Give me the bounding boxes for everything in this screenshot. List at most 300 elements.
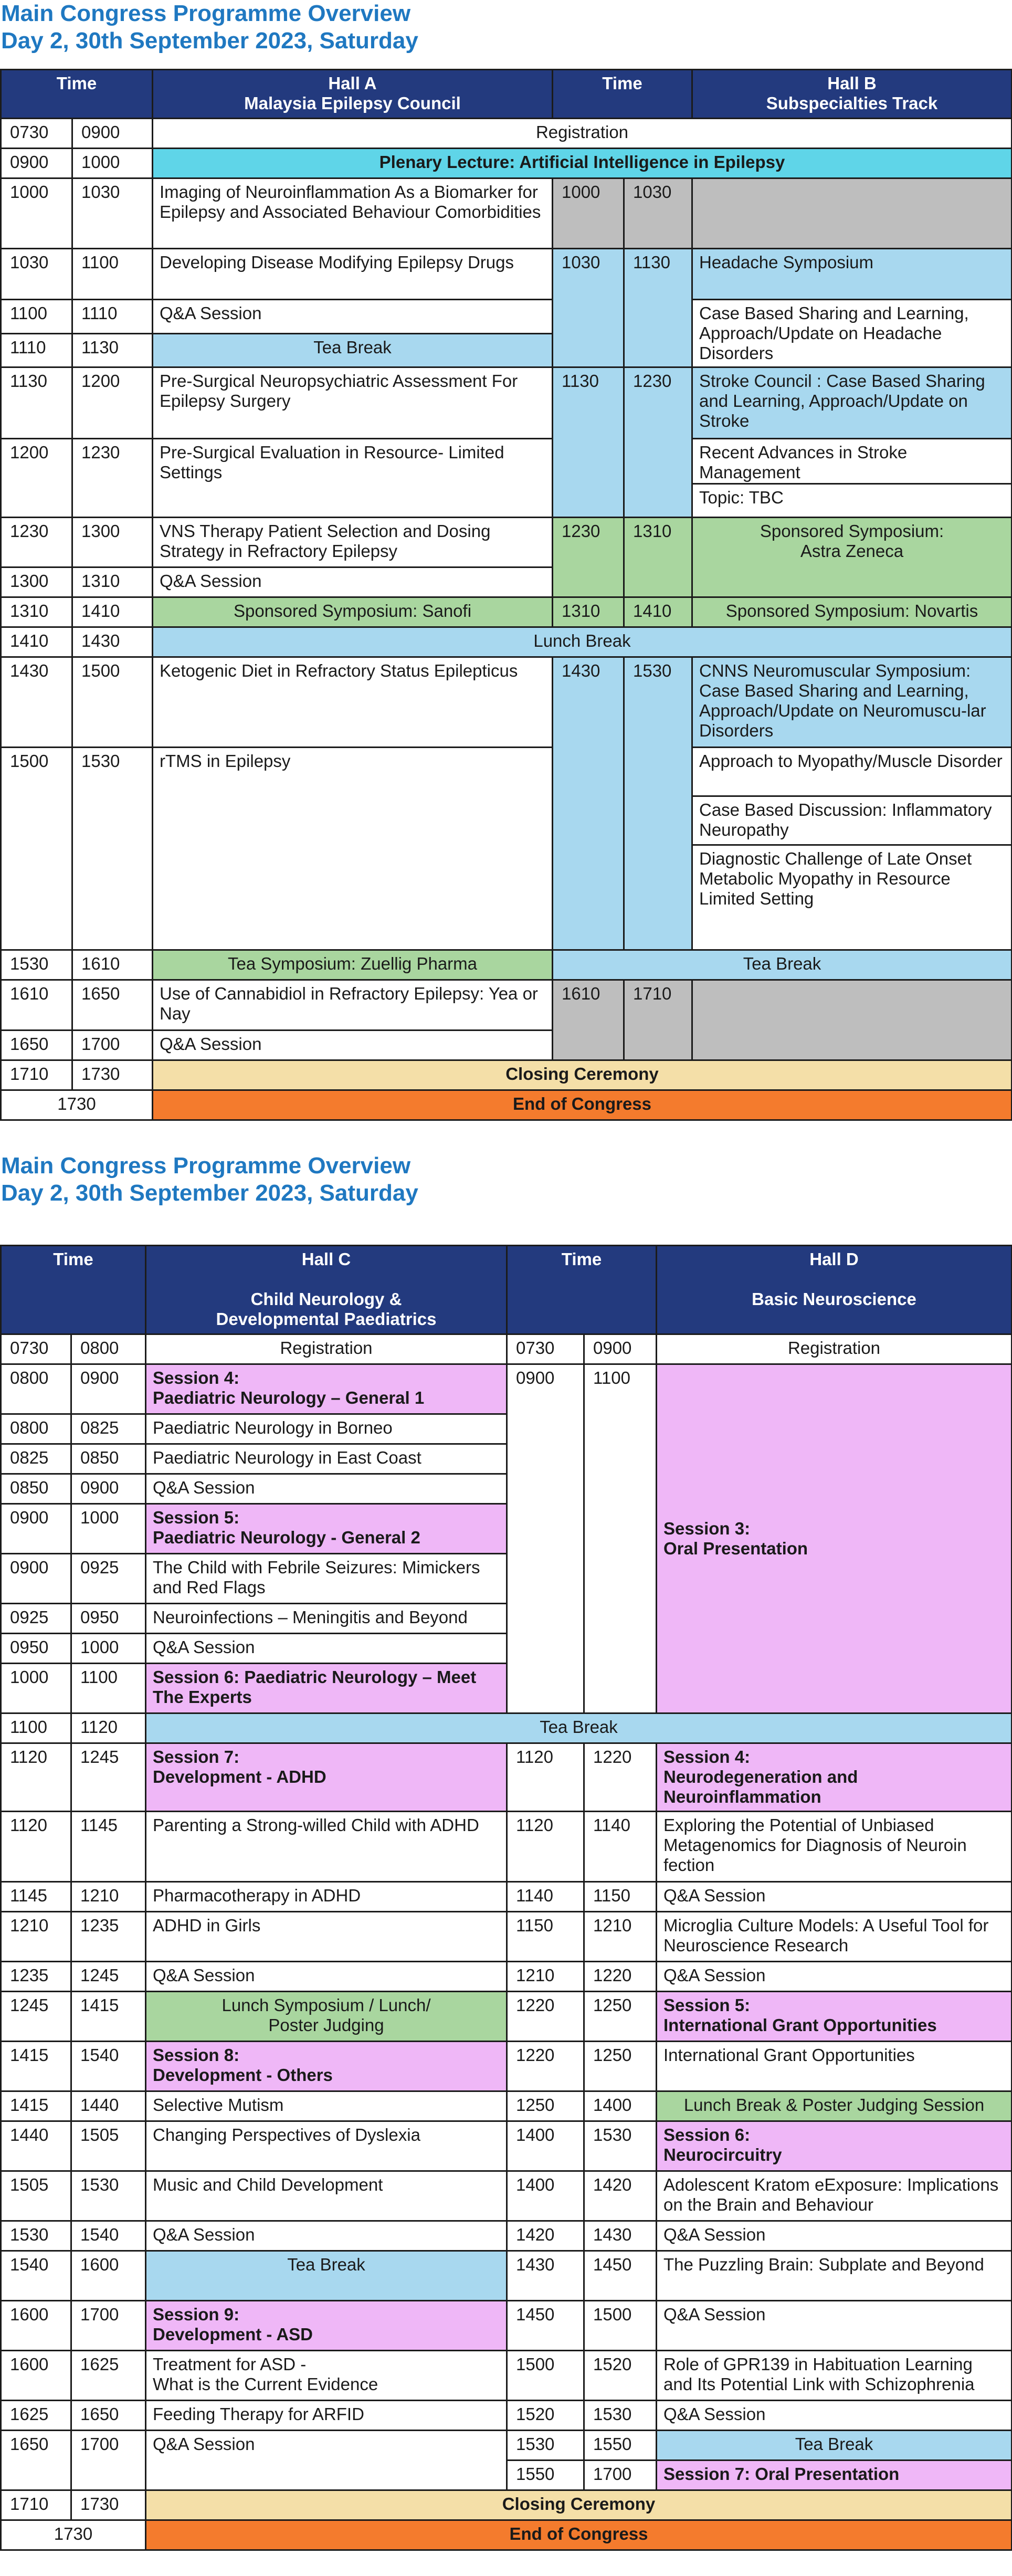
hall-d-end-time: 1450 (584, 2251, 657, 2301)
start-time: 1730 (1, 1090, 153, 1120)
end-time: 1000 (72, 149, 153, 178)
table-row (1, 1060, 1012, 1090)
table-row (1, 178, 1012, 249)
hall-b-session-group (692, 748, 1012, 950)
hall-d-start-time: 1450 (507, 2301, 584, 2351)
session-label: Session 8: (153, 2045, 240, 2065)
table-row (1, 1334, 1012, 1364)
hall-d-end-time: 1220 (584, 1743, 657, 1812)
end-time: 0950 (71, 1604, 146, 1634)
hall-b-start-time: 1000 (553, 178, 624, 249)
hall-d-end-time: 1700 (584, 2461, 657, 2490)
end-time: 1410 (72, 597, 153, 627)
hall-d-session: The Puzzling Brain: Subplate and Beyond (657, 2251, 1012, 2301)
hall-d-end-time: 1100 (584, 1364, 657, 1713)
table-row (1, 439, 1012, 518)
end-time: 1600 (71, 2251, 146, 2301)
hall-b-end-time: 1410 (624, 597, 692, 627)
hall-a-session: Ketogenic Diet in Refractory Status Epilepticus (153, 657, 553, 748)
table-row (1, 1882, 1012, 1912)
end-time: 1145 (71, 1812, 146, 1882)
hall-d-start-time: 1250 (507, 2091, 584, 2121)
hall-c-session: ADHD in Girls (146, 1912, 507, 1962)
table-row (1, 2091, 1012, 2121)
session-title: International Grant Opportunities (663, 2015, 937, 2035)
hall-d-session: Q&A Session (657, 1882, 1012, 1912)
hall-d-session: Role of GPR139 in Habituation Learning and Its Potential Link with Schizophrenia (657, 2351, 1012, 2401)
end-time: 1505 (71, 2121, 146, 2171)
start-time: 1440 (1, 2121, 71, 2171)
hall-b-start-time: 1030 (553, 249, 624, 367)
end-time: 1730 (72, 1060, 153, 1090)
start-time: 1415 (1, 2091, 71, 2121)
end-time: 1530 (72, 748, 153, 950)
start-time: 1530 (1, 950, 72, 980)
sponsored-symposium-sanofi: Sponsored Symposium: Sanofi (153, 597, 553, 627)
start-time: 1625 (1, 2401, 71, 2431)
start-time: 1000 (1, 1664, 71, 1713)
hall-d-start-time: 1530 (507, 2431, 584, 2461)
hall-d-start-time: 1210 (507, 1962, 584, 1992)
end-time: 1700 (71, 2301, 146, 2351)
session-title: Neurocircuitry (663, 2145, 782, 2164)
end-time: 0850 (71, 1444, 146, 1474)
end-time: 1430 (72, 627, 153, 657)
table-row (1, 2351, 1012, 2401)
hall-d-start-time: 1220 (507, 2042, 584, 2091)
start-time: 1650 (1, 2431, 71, 2490)
hall-b-session: Case Based Discussion: Inflammatory Neuropathy (693, 797, 1011, 846)
hall-d-end-time: 1520 (584, 2351, 657, 2401)
table-row (1, 249, 1012, 300)
start-time: 1610 (1, 980, 72, 1031)
table-row (1, 1090, 1012, 1120)
start-time: 1540 (1, 2251, 71, 2301)
hall-d-track: Basic Neuroscience (752, 1289, 916, 1309)
session-6-header: Session 6: Paediatric Neurology – Meet The Experts (146, 1664, 507, 1713)
hall-b-end-time: 1030 (624, 178, 692, 249)
start-time: 1100 (1, 300, 72, 334)
closing-ceremony-cell: Closing Ceremony (146, 2490, 1012, 2520)
start-time: 0800 (1, 1364, 71, 1414)
hall-a-session: VNS Therapy Patient Selection and Dosing Strategy in Refractory Epilepsy (153, 518, 553, 567)
hall-b-end-time: 1130 (624, 249, 692, 367)
table-row (1, 950, 1012, 980)
start-time: 0800 (1, 1414, 71, 1444)
sheet-1-title (1, 0, 418, 55)
table-row (1, 367, 1012, 439)
hall-b-empty-slot (692, 980, 1012, 1060)
hall-d-name: Hall D (809, 1249, 859, 1269)
headache-symposium: Headache Symposium (692, 249, 1012, 300)
end-time: 0900 (71, 1474, 146, 1504)
hall-b-session: Case Based Sharing and Learning, Approach/Update on Headache Disorders (692, 300, 1012, 367)
hall-c-session: Music and Child Development (146, 2171, 507, 2221)
hall-d-end-time: 1210 (584, 1912, 657, 1962)
table-row (1, 1992, 1012, 2042)
hall-d-session: Q&A Session (657, 2221, 1012, 2251)
end-time: 0800 (71, 1334, 146, 1364)
hall-d-session: Q&A Session (657, 2301, 1012, 2351)
hall-d-session-7: Session 7: Oral Presentation (657, 2461, 1012, 2490)
start-time: 1110 (1, 333, 72, 367)
session-title: Paediatric Neurology – General 1 (153, 1388, 425, 1407)
hall-b-empty-slot (692, 178, 1012, 249)
hall-c-session: Feeding Therapy for ARFID (146, 2401, 507, 2431)
hall-d-end-time: 1500 (584, 2301, 657, 2351)
programme-sheet-2 (0, 1152, 1012, 2576)
start-time: 0925 (1, 1604, 71, 1634)
hall-d-end-time: 1400 (584, 2091, 657, 2121)
end-time: 1625 (71, 2351, 146, 2401)
hall-d-end-time: 1140 (584, 1812, 657, 1882)
tea-break-cell: Tea Break (153, 333, 553, 367)
time-header: Time (1, 70, 153, 119)
table-header-row (1, 1246, 1012, 1334)
hall-c-name: Hall C (301, 1249, 351, 1269)
start-time: 1120 (1, 1812, 71, 1882)
hall-d-start-time: 1400 (507, 2121, 584, 2171)
table-row (1, 2121, 1012, 2171)
hall-d-start-time: 1120 (507, 1743, 584, 1812)
end-time: 1700 (72, 1031, 153, 1060)
hall-c-track-line2: Developmental Paediatrics (216, 1309, 437, 1329)
hall-d-end-time: 1430 (584, 2221, 657, 2251)
hall-d-registration: Registration (657, 1334, 1012, 1364)
hall-b-start-time: 1610 (553, 980, 624, 1060)
plenary-lecture-cell: Plenary Lecture: Artificial Intelligence in Epilepsy (153, 149, 1012, 178)
table-row (1, 1713, 1012, 1743)
session-title: Paediatric Neurology - General 2 (153, 1528, 420, 1547)
end-time: 1100 (72, 249, 153, 300)
hall-d-start-time: 1550 (507, 2461, 584, 2490)
start-time: 1650 (1, 1031, 72, 1060)
hall-c-session: Pharmacotherapy in ADHD (146, 1882, 507, 1912)
hall-c-session: Selective Mutism (146, 2091, 507, 2121)
session-label: Session 4: (153, 1368, 240, 1387)
end-time: 1610 (72, 950, 153, 980)
hall-ab-schedule-table (0, 69, 1012, 1121)
lunch-break-poster-judging-cell: Lunch Break & Poster Judging Session (657, 2091, 1012, 2121)
hall-b-end-time: 1310 (624, 518, 692, 597)
start-time: 1410 (1, 627, 72, 657)
hall-d-start-time: 0900 (507, 1364, 584, 1713)
table-row (1, 2301, 1012, 2351)
end-time: 1650 (71, 2401, 146, 2431)
hall-c-session: Q&A Session (146, 1474, 507, 1504)
session-title: Oral Presentation (663, 1539, 808, 1558)
hall-a-session: Q&A Session (153, 567, 553, 597)
closing-ceremony-cell: Closing Ceremony (153, 1060, 1012, 1090)
start-time: 0850 (1, 1474, 71, 1504)
hall-a-session: Q&A Session (153, 1031, 553, 1060)
table-row (1, 2221, 1012, 2251)
start-time: 1200 (1, 439, 72, 518)
symposium-sponsor: Astra Zeneca (800, 541, 904, 561)
hall-b-end-time: 1530 (624, 657, 692, 950)
session-label: Session 9: (153, 2305, 240, 2324)
hall-a-session: Pre-Surgical Evaluation in Resource- Limited Settings (153, 439, 553, 518)
session-title-line2: What is the Current Evidence (153, 2374, 378, 2394)
hall-d-start-time: 1120 (507, 1812, 584, 1882)
hall-d-session-5 (657, 1992, 1012, 2042)
hall-a-session: Q&A Session (153, 300, 553, 334)
start-time: 1505 (1, 2171, 71, 2221)
registration-cell: Registration (153, 119, 1012, 149)
table-row (1, 2251, 1012, 2301)
lunch-symposium-cell (146, 1992, 507, 2042)
lunch-symposium-line1: Lunch Symposium / Lunch/ (222, 1995, 431, 2015)
time-header: Time (1, 1246, 146, 1334)
hall-b-start-time: 1310 (553, 597, 624, 627)
hall-b-header (692, 70, 1012, 119)
session-4-header (146, 1364, 507, 1414)
sheet-2-title (1, 1152, 418, 1207)
table-row (1, 1812, 1012, 1882)
start-time: 1245 (1, 1992, 71, 2042)
table-row (1, 2490, 1012, 2520)
start-time: 1145 (1, 1882, 71, 1912)
session-title: Neurodegeneration and Neuroinflammation (663, 1767, 858, 1806)
hall-d-session-4 (657, 1743, 1012, 1812)
session-title: Development - ASD (153, 2325, 313, 2344)
hall-c-session: Neuroinfections – Meningitis and Beyond (146, 1604, 507, 1634)
session-title: Development - ADHD (153, 1767, 326, 1786)
stroke-council-session: Stroke Council : Case Based Sharing and Learning, Approach/Update on Stroke (692, 367, 1012, 439)
session-label: Session 6: (663, 2125, 751, 2144)
end-time: 0900 (71, 1364, 146, 1414)
start-time: 1235 (1, 1962, 71, 1992)
hall-c-session (146, 2351, 507, 2401)
table-row (1, 149, 1012, 178)
session-label: Session 3: (663, 1519, 751, 1538)
hall-d-session: International Grant Opportunities (657, 2042, 1012, 2091)
hall-a-name: Hall A (328, 73, 377, 93)
start-time: 1710 (1, 2490, 71, 2520)
end-time: 1310 (72, 567, 153, 597)
lunch-symposium-line2: Poster Judging (268, 2015, 384, 2035)
session-7-header (146, 1743, 507, 1812)
end-time: 1030 (72, 178, 153, 249)
hall-b-session-pair (692, 439, 1012, 518)
start-time: 0730 (1, 119, 72, 149)
hall-c-session: Paediatric Neurology in East Coast (146, 1444, 507, 1474)
start-time: 0950 (1, 1634, 71, 1664)
end-time: 1110 (72, 300, 153, 334)
table-row (1, 1912, 1012, 1962)
tea-symposium-cell: Tea Symposium: Zuellig Pharma (153, 950, 553, 980)
hall-d-end-time: 1250 (584, 2042, 657, 2091)
end-time: 1120 (71, 1713, 146, 1743)
hall-c-session: Q&A Session (146, 1634, 507, 1664)
table-row (1, 2520, 1012, 2550)
hall-d-session: Q&A Session (657, 1962, 1012, 1992)
hall-b-start-time: 1230 (553, 518, 624, 597)
table-row (1, 2401, 1012, 2431)
time-b-header: Time (553, 70, 692, 119)
hall-b-start-time: 1430 (553, 657, 624, 950)
end-time: 1210 (71, 1882, 146, 1912)
hall-d-start-time: 1500 (507, 2351, 584, 2401)
start-time: 1730 (1, 2520, 146, 2550)
table-row (1, 518, 1012, 567)
end-time: 1000 (71, 1504, 146, 1554)
hall-b-name: Hall B (827, 73, 877, 93)
hall-d-end-time: 1250 (584, 1992, 657, 2042)
hall-b-session: Diagnostic Challenge of Late Onset Metabolic Myopathy in Resource Limited Setting (699, 849, 972, 908)
table-row (1, 980, 1012, 1031)
hall-c-session: Parenting a Strong-willed Child with ADHD (146, 1812, 507, 1882)
hall-d-end-time: 1530 (584, 2121, 657, 2171)
hall-c-session: Q&A Session (146, 2431, 507, 2490)
hall-c-session: Q&A Session (146, 1962, 507, 1992)
end-time: 1200 (72, 367, 153, 439)
end-time: 1440 (71, 2091, 146, 2121)
table-row (1, 1364, 1012, 1414)
end-time: 1540 (71, 2042, 146, 2091)
start-time: 0730 (1, 1334, 71, 1364)
start-time: 1430 (1, 657, 72, 748)
session-label: Session 4: (663, 1747, 751, 1767)
table-row (1, 1962, 1012, 1992)
start-time: 1300 (1, 567, 72, 597)
session-label: Session 5: (663, 1995, 751, 2015)
session-8-header (146, 2042, 507, 2091)
hall-d-start-time: 1520 (507, 2401, 584, 2431)
tea-break-cell: Tea Break (553, 950, 1012, 980)
table-header-row (1, 70, 1012, 119)
start-time: 1000 (1, 178, 72, 249)
end-time: 1415 (71, 1992, 146, 2042)
end-time: 0825 (71, 1414, 146, 1444)
session-5-header (146, 1504, 507, 1554)
hall-d-start-time: 1400 (507, 2171, 584, 2221)
hall-d-start-time: 1140 (507, 1882, 584, 1912)
table-row (1, 627, 1012, 657)
start-time: 1210 (1, 1912, 71, 1962)
hall-d-session: Exploring the Potential of Unbiased Metagenomics for Diagnosis of Neuroin fection (657, 1812, 1012, 1882)
hall-c-header (146, 1246, 507, 1334)
programme-sheet-1 (0, 0, 1012, 1113)
sponsored-symposium-novartis: Sponsored Symposium: Novartis (692, 597, 1012, 627)
hall-d-session: Microglia Culture Models: A Useful Tool for Neuroscience Research (657, 1912, 1012, 1962)
hall-d-header (657, 1246, 1012, 1334)
tea-break-cell: Tea Break (657, 2431, 1012, 2461)
hall-d-session: Q&A Session (657, 2401, 1012, 2431)
hall-b-end-time: 1230 (624, 367, 692, 518)
session-title: Development - Others (153, 2065, 333, 2085)
symposium-label: Sponsored Symposium: (760, 521, 944, 541)
sheet-1-title-line1: Main Congress Programme Overview (1, 1, 411, 26)
end-time: 1245 (71, 1743, 146, 1812)
hall-d-session-6 (657, 2121, 1012, 2171)
session-9-header (146, 2301, 507, 2351)
time-d-header: Time (507, 1246, 657, 1334)
sheet-2-title-line1: Main Congress Programme Overview (1, 1153, 411, 1179)
hall-b-session: Approach to Myopathy/Muscle Disorder (693, 748, 1011, 797)
hall-c-session: Paediatric Neurology in Borneo (146, 1414, 507, 1444)
start-time: 1310 (1, 597, 72, 627)
table-row (1, 597, 1012, 627)
hall-a-header (153, 70, 553, 119)
cnns-neuromuscular-symposium: CNNS Neuromuscular Symposium: Case Based Sharing and Learning, Approach/Update on Neuromuscu-lar Disorders (692, 657, 1012, 748)
table-row (1, 300, 1012, 334)
end-time: 0900 (72, 119, 153, 149)
end-time: 1530 (71, 2171, 146, 2221)
hall-d-start-time: 1420 (507, 2221, 584, 2251)
hall-c-registration: Registration (146, 1334, 507, 1364)
end-time: 1730 (71, 2490, 146, 2520)
start-time: 0900 (1, 1504, 71, 1554)
session-label: Session 7: (153, 1747, 240, 1767)
hall-d-end-time: 0900 (584, 1334, 657, 1364)
end-time: 1000 (71, 1634, 146, 1664)
hall-d-end-time: 1530 (584, 2401, 657, 2431)
end-time: 1230 (72, 439, 153, 518)
start-time: 0825 (1, 1444, 71, 1474)
start-time: 0900 (1, 149, 72, 178)
hall-cd-schedule-table (0, 1245, 1012, 2551)
hall-a-track: Malaysia Epilepsy Council (244, 93, 461, 113)
hall-a-session: Imaging of Neuroinflammation As a Biomarker for Epilepsy and Associated Behaviour Comorbidities (153, 178, 553, 249)
table-row (1, 657, 1012, 748)
hall-a-session: Developing Disease Modifying Epilepsy Drugs (153, 249, 553, 300)
hall-d-end-time: 1550 (584, 2431, 657, 2461)
start-time: 1530 (1, 2221, 71, 2251)
hall-a-session: Use of Cannabidiol in Refractory Epilepsy: Yea or Nay (153, 980, 553, 1031)
hall-a-session: Pre-Surgical Neuropsychiatric Assessment For Epilepsy Surgery (153, 367, 553, 439)
start-time: 1415 (1, 2042, 71, 2091)
hall-c-session: The Child with Febrile Seizures: Mimickers and Red Flags (146, 1554, 507, 1604)
tea-break-cell: Tea Break (146, 1713, 1012, 1743)
hall-c-session: Q&A Session (146, 2221, 507, 2251)
start-time: 1600 (1, 2301, 71, 2351)
table-row (1, 2042, 1012, 2091)
hall-d-start-time: 1150 (507, 1912, 584, 1962)
start-time: 1100 (1, 1713, 71, 1743)
end-of-congress-cell: End of Congress (146, 2520, 1012, 2550)
hall-d-end-time: 1220 (584, 1962, 657, 1992)
hall-a-session: rTMS in Epilepsy (153, 748, 553, 950)
hall-d-start-time: 0730 (507, 1334, 584, 1364)
end-of-congress-cell: End of Congress (153, 1090, 1012, 1120)
table-row (1, 748, 1012, 950)
start-time: 1030 (1, 249, 72, 300)
sheet-1-title-line2: Day 2, 30th September 2023, Saturday (1, 28, 418, 54)
end-time: 1100 (71, 1664, 146, 1713)
sponsored-symposium-astrazeneca (692, 518, 1012, 597)
start-time: 1230 (1, 518, 72, 567)
table-row (1, 2171, 1012, 2221)
hall-b-end-time: 1710 (624, 980, 692, 1060)
hall-b-session: Recent Advances in Stroke Management (693, 439, 1011, 485)
end-time: 0925 (71, 1554, 146, 1604)
hall-d-start-time: 1220 (507, 1992, 584, 2042)
start-time: 1500 (1, 748, 72, 950)
end-time: 1235 (71, 1912, 146, 1962)
hall-d-end-time: 1150 (584, 1882, 657, 1912)
hall-d-session-3 (657, 1364, 1012, 1713)
start-time: 1600 (1, 2351, 71, 2401)
start-time: 1710 (1, 1060, 72, 1090)
hall-d-end-time: 1420 (584, 2171, 657, 2221)
end-time: 1540 (71, 2221, 146, 2251)
session-label: Session 5: (153, 1508, 240, 1527)
hall-c-session: Changing Perspectives of Dyslexia (146, 2121, 507, 2171)
start-time: 1120 (1, 1743, 71, 1812)
end-time: 1300 (72, 518, 153, 567)
hall-d-session: Adolescent Kratom eExposure: Implications on the Brain and Behaviour (657, 2171, 1012, 2221)
